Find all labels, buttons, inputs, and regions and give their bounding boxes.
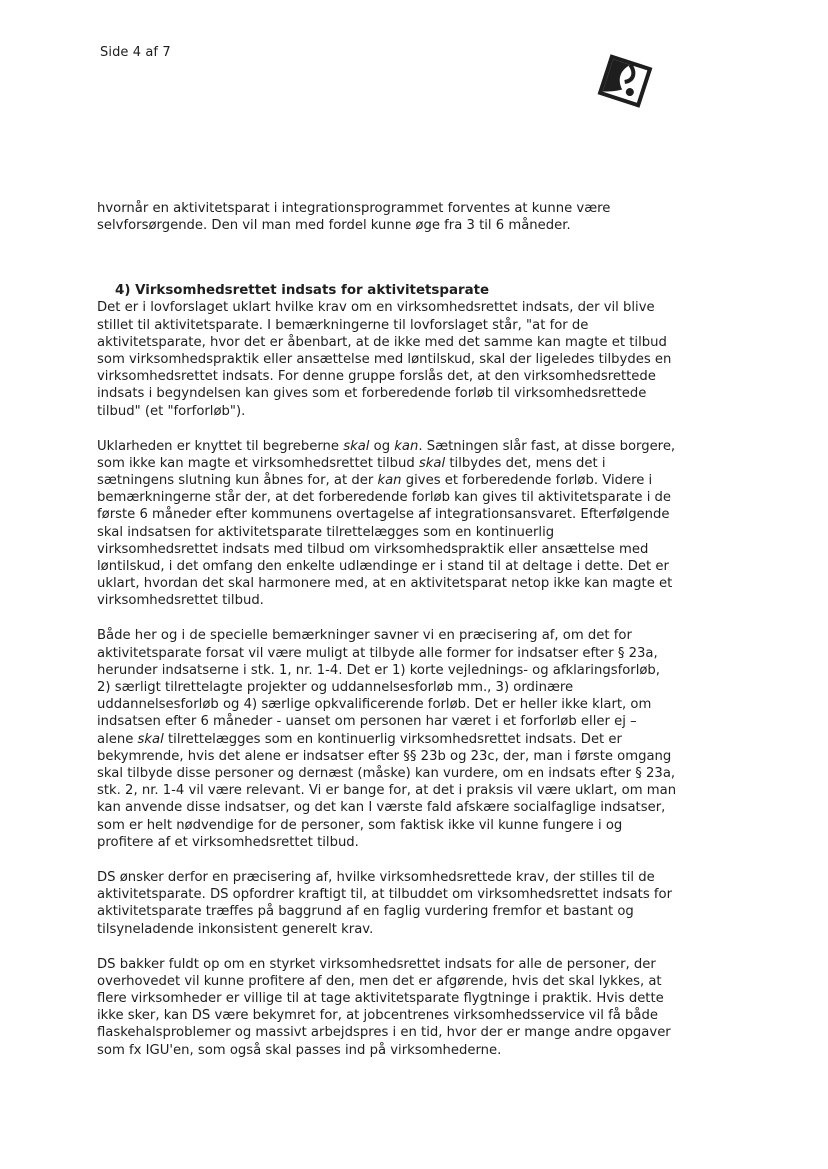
paragraph-5: DS bakker fuldt op om en styrket virksomhedsrettet indsats for alle de personer, der overhovedet vil kunne profitere af den, men det er afgørende, hvis det skal lykkes, at flere virksomheder er villige til at tage aktivitetsparate flygtninge i praktik. Hvis dette ikke sker, kan DS være bekymret for, at jobcentrenes virksomhedsservice vil få både flaskehalsproblemer og massivt arbejdspres i en tid, hvor der er mange andre opgaver som fx IGU'en, som også skal passes ind på virksomhederne. — [97, 956, 671, 1058]
document-body — [97, 200, 677, 1077]
page-number: Side 4 af 7 — [100, 45, 171, 60]
ds-logo-icon — [593, 52, 657, 110]
paragraph-2: Uklarheden er knyttet til begreberne skal og kan. Sætningen slår fast, at disse borgere, som ikke kan magte et virksomhedsrettet tilbud skal tilbydes det, mens det i sætningens slutning kun åbnes for, at der kan gives et forberedende forløb. Videre i bemærkningerne står der, at det forberedende forløb kan gives til aktivitetsparate i de første 6 måneder efter kommunens overtagelse af integrationsansvaret. Efterfølgende skal indsatsen for aktivitetsparate tilrettelægges som en kontinuerlig virksomhedsrettet indsats med tilbud om virksomhedspraktik eller ansættelse med løntilskud, i det omfang den enkelte udlændinge er i stand til at deltage i dette. Det er uklart, hvordan det skal harmonere med, at en aktivitetsparat netop ikke kan magte et virksomhedsrettet tilbud. — [97, 438, 676, 609]
intro-paragraph: hvornår en aktivitetsparat i integrationsprogrammet forventes at kunne være selvforsørgende. Den vil man med fordel kunne øge fra 3 til 6 måneder. — [97, 201, 611, 234]
paragraph-3: Både her og i de specielle bemærkninger savner vi en præcisering af, om det for aktivitetsparate forsat vil være muligt at tilbyde alle former for indsatser efter § 23a, herunder indsatserne i stk. 1, nr. 1-4. Det er 1) korte vejlednings- og afklaringsforløb, 2) særligt tilrettelagte projekter og uddannelsesforløb mm., 3) ordinære uddannelsesforløb og 4) særlige opkvalificerende forløb. Det er heller ikke klart, om indsatsen efter 6 måneder - uanset om personen har været i et forforløb eller ej – alene skal tilrettelægges som en kontinuerlig virksomhedsrettet indsats. Det er bekymrende, hvis det alene er indsatser efter §§ 23b og 23c, der, man i første omgang skal tilbyde disse personer og dernæst (måske) kan vurdere, om en indsats efter § 23a, stk. 2, nr. 1-4 vil være relevant. Vi er bange for, at det i praksis vil være uklart, om man kan anvende disse indsatser, og det kan I værste fald afskære socialfaglige indsatser, som er helt nødvendige for de personer, som faktisk ikke vil kunne fungere i og profitere af et virksomhedsrettet tilbud. — [97, 628, 677, 850]
paragraph-4: DS ønsker derfor en præcisering af, hvilke virksomhedsrettede krav, der stilles til de aktivitetsparate. DS opfordrer kraftigt til, at tilbuddet om virksomhedsrettet indsats for aktivitetsparate træffes på baggrund af en faglig vurdering fremfor et bastant og tilsyneladende inkonsistent generelt krav. — [97, 869, 673, 937]
section-heading: 4) Virksomhedsrettet indsats for aktivitetsparate — [115, 283, 490, 299]
paragraph-1: Det er i lovforslaget uklart hvilke krav om en virksomhedsrettet indsats, der vil blive stillet til aktivitetsparate. I bemærkningerne til lovforslaget står, "at for de aktivitetsparate, hvor det er åbenbart, at de ikke med det samme kan magte et tilbud som virksomhedspraktik eller ansættelse med løntilskud, skal der ligeledes tilbydes en virksomhedsrettet indsats. For denne gruppe forslås det, at den virksomhedsrettede indsats i begyndelsen kan gives som et forberedende forløb til virksomhedsrettede tilbud" (et "forforløb"). — [97, 300, 672, 419]
